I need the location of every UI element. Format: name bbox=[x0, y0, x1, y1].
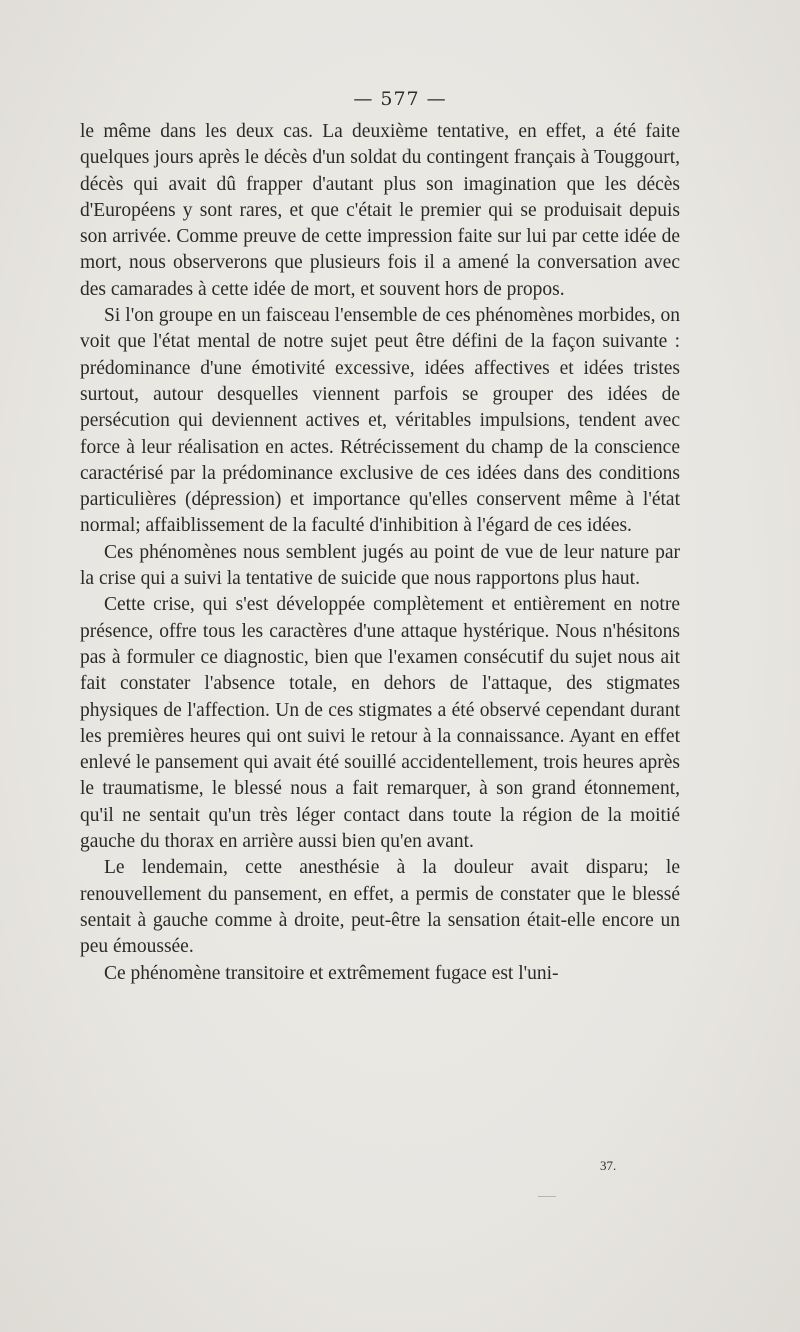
paragraph-3: Ces phénomènes nous semblent jugés au point de vue de leur nature par la crise qui a suivi la tentative de suicide que nous rapportons plus haut. bbox=[80, 541, 680, 590]
paragraph-4: Cette crise, qui s'est développée complètement et entièrement en notre présence, offre tous les caractères d'une attaque hystérique. Nous n'hésitons pas à formuler ce diagnostic, bien que l'examen consécutif du sujet nous ait fait constater l'absence totale, en dehors de l'attaque, des stigmates physiques de l'affection. Un de ces stigmates a été observé cependant durant les premières heures qui ont suivi le retour à la connaissance. Ayant en effet enlevé le pansement qui avait été souillé accidentellement, trois heures après le traumatisme, le blessé nous a fait remarquer, à son grand étonnement, qu'il ne sentait qu'un très léger contact dans toute la région de la moitié gauche du thorax en arrière aussi bien qu'en avant. bbox=[80, 594, 680, 853]
paragraph-6: Ce phénomène transitoire et extrêmement fugace est l'uni- bbox=[104, 962, 559, 984]
signature-mark: 37. bbox=[600, 1158, 617, 1173]
page-number: — 577 — bbox=[353, 88, 447, 110]
paragraph-2: Si l'on groupe en un faisceau l'ensemble de ces phénomènes morbides, on voit que l'état mental de notre sujet peut être défini de la façon suivante : prédominance d'une émotivité excessive, idées affectives et idées tristes surtout, autour desquelles viennent parfois se grouper des idées de persécution qui deviennent actives et, véritables impulsions, tendent avec force à leur réalisation en actes. Rétrécissement du champ de la conscience caractérisé par la prédominance exclusive de ces idées dans des conditions particulières (dépression) et importance qu'elles conservent même à l'état normal; affaiblissement de la faculté d'inhibition à l'égard de ces idées. bbox=[80, 305, 680, 537]
body-text bbox=[80, 119, 680, 987]
paragraph-1: le même dans les deux cas. La deuxième tentative, en effet, a été faite quelques jours après le décès d'un soldat du contingent français à Touggourt, décès qui avait dû frapper d'autant plus son imagination que les décès d'Européens y sont rares, et que c'était le premier qui se produisait depuis son arrivée. Comme preuve de cette impression faite sur lui par cette idée de mort, nous observerons que plusieurs fois il a amené la conversation avec des camarades à cette idée de mort, et souvent hors de propos. bbox=[80, 121, 680, 300]
printer-mark bbox=[538, 1196, 556, 1197]
paragraph-5: Le lendemain, cette anesthésie à la douleur avait disparu; le renouvellement du pansement, en effet, a permis de constater que le blessé sentait à gauche comme à droite, peut-être la sensation était-elle encore un peu émoussée. bbox=[80, 857, 680, 958]
